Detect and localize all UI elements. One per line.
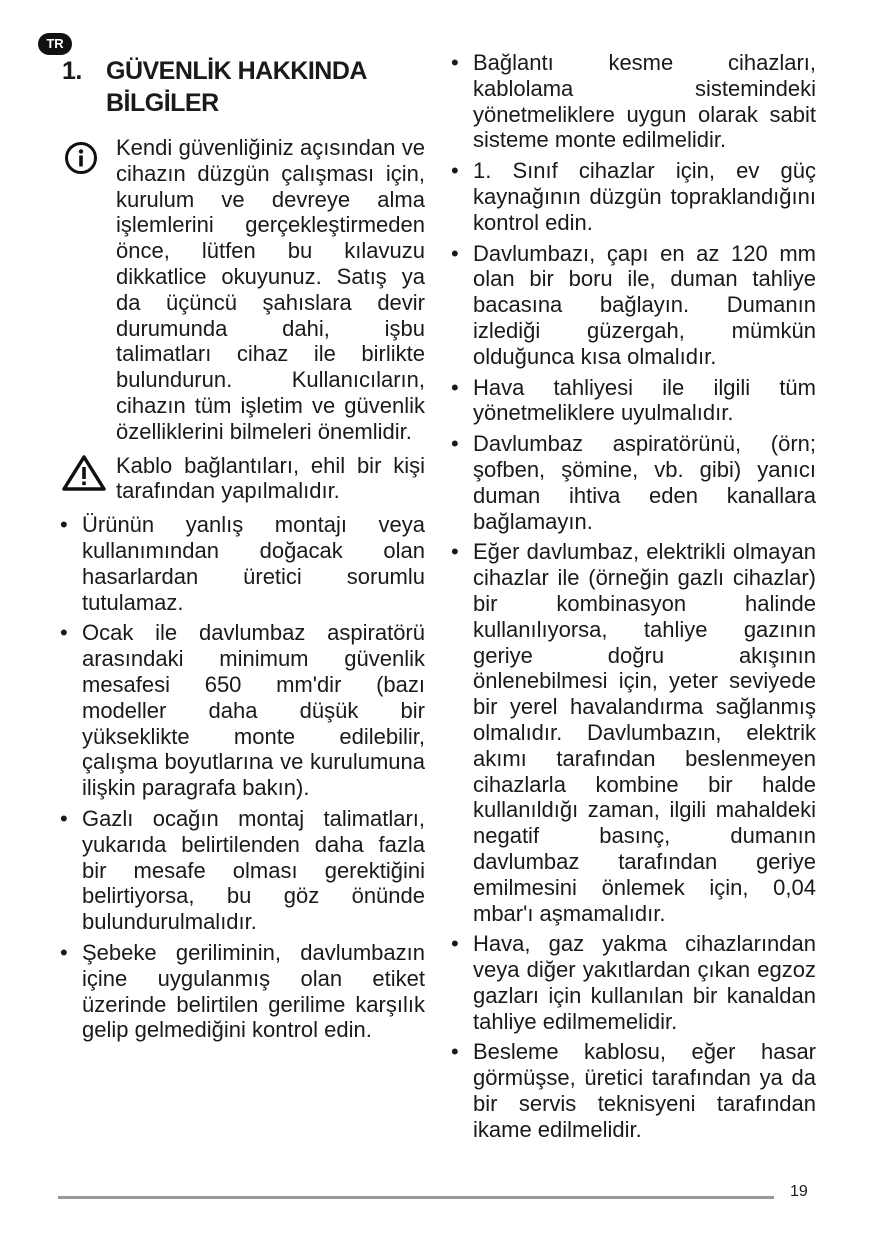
list-item: • Ocak ile davlumbaz aspiratörü arasındaki minimum güvenlik mesafesi 650 mm'dir (bazı modeller daha düşük bir yükseklikte monte edilebilir, çalışma boyutlarına ve kurulumuna ilişkin paragrafa bakın). bbox=[58, 620, 425, 801]
list-item: • Besleme kablosu, eğer hasar görmüşse, üretici tarafından ya da bir servis teknisyeni tarafından ikame edilmelidir. bbox=[449, 1039, 816, 1142]
list-item: • Davlumbaz aspiratörünü, (örn; şofben, şömine, vb. gibi) yanıcı duman ihtiva eden kanallara bağlamayın. bbox=[449, 431, 816, 534]
warning-note-text: Kablo bağlantıları, ehil bir kişi tarafından yapılmalıdır. bbox=[116, 452, 425, 504]
right-column bbox=[449, 50, 816, 1148]
list-item: • 1. Sınıf cihazlar için, ev güç kaynağının düzgün topraklandığını kontrol edin. bbox=[449, 158, 816, 235]
info-note bbox=[58, 135, 425, 445]
section-title: GÜVENLİK HAKKINDA BİLGİLER bbox=[106, 57, 367, 117]
list-item: • Eğer davlumbaz, elektrikli olmayan cihazlar ile (örneğin gazlı cihazlar) bir kombinasyon halinde kullanılıyorsa, tahliye gazının geriye doğru akışının önlenebilmesi için, yeter seviyede bir yerel havalandırma sağlanmış olmalıdır. Davlumbazın, elektrik akımı tarafından beslenmeyen cihazlarla kombine bir halde kullanıldığı zaman, ilgili mahaldeki negatif basınç, dumanın davlumbaz tarafından geriye emilmesini önlemek için, 0,04 mbar'ı aşmamalıdır. bbox=[449, 539, 816, 926]
list-item: • Şebeke geriliminin, davlumbazın içine uygulanmış olan etiket üzerinde belirtilen gerilime karşılık gelip gelmediğini kontrol edin. bbox=[58, 940, 425, 1043]
list-item: • Hava, gaz yakma cihazlarından veya diğer yakıtlardan çıkan egzoz gazları için kullanılan bir kanaldan tahliye edilmemelidir. bbox=[449, 931, 816, 1034]
page-number: 19 bbox=[790, 1183, 808, 1200]
list-item: • Bağlantı kesme cihazları, kablolama sistemindeki yönetmeliklere uygun olarak sabit sisteme monte edilmelidir. bbox=[449, 50, 816, 153]
list-item: • Hava tahliyesi ile ilgili tüm yönetmeliklere uyulmalıdır. bbox=[449, 375, 816, 427]
section-number: 1. bbox=[62, 57, 82, 85]
warning-note bbox=[58, 453, 425, 505]
list-item: • Ürünün yanlış montajı veya kullanımından doğacak olan hasarlardan üretici sorumlu tutulamaz. bbox=[58, 512, 425, 615]
left-column bbox=[58, 135, 425, 1048]
section-heading bbox=[62, 55, 432, 119]
warning-icon bbox=[62, 455, 106, 497]
language-badge: TR bbox=[38, 33, 72, 55]
info-icon bbox=[64, 141, 98, 181]
list-item: • Davlumbazı, çapı en az 120 mm olan bir boru ile, duman tahliye bacasına bağlayın. Dumanın izlediği güzergah, mümkün olduğunca kısa olmalıdır. bbox=[449, 241, 816, 370]
right-bullet-list bbox=[449, 50, 816, 1143]
list-item: • Gazlı ocağın montaj talimatları, yukarıda belirtilenden daha fazla bir mesafe olması gerektiğini belirtiyorsa, bu göz önünde bulundurulmalıdır. bbox=[58, 806, 425, 935]
info-note-text: Kendi güvenliğiniz açısından ve cihazın düzgün çalışması için, kurulum ve devreye alma işlemlerini gerçekleştirmeden önce, lütfen bu kılavuzu dikkatlice okuyunuz. Satış ya da üçüncü şahıslara devir durumunda dahi, işbu talimatları cihaz ile birlikte bulundurun. Kullanıcıların, cihazın tüm işletim ve güvenlik özelliklerini bilmeleri önemlidir. bbox=[116, 135, 425, 444]
footer-divider bbox=[58, 1196, 774, 1199]
left-bullet-list bbox=[58, 512, 425, 1043]
